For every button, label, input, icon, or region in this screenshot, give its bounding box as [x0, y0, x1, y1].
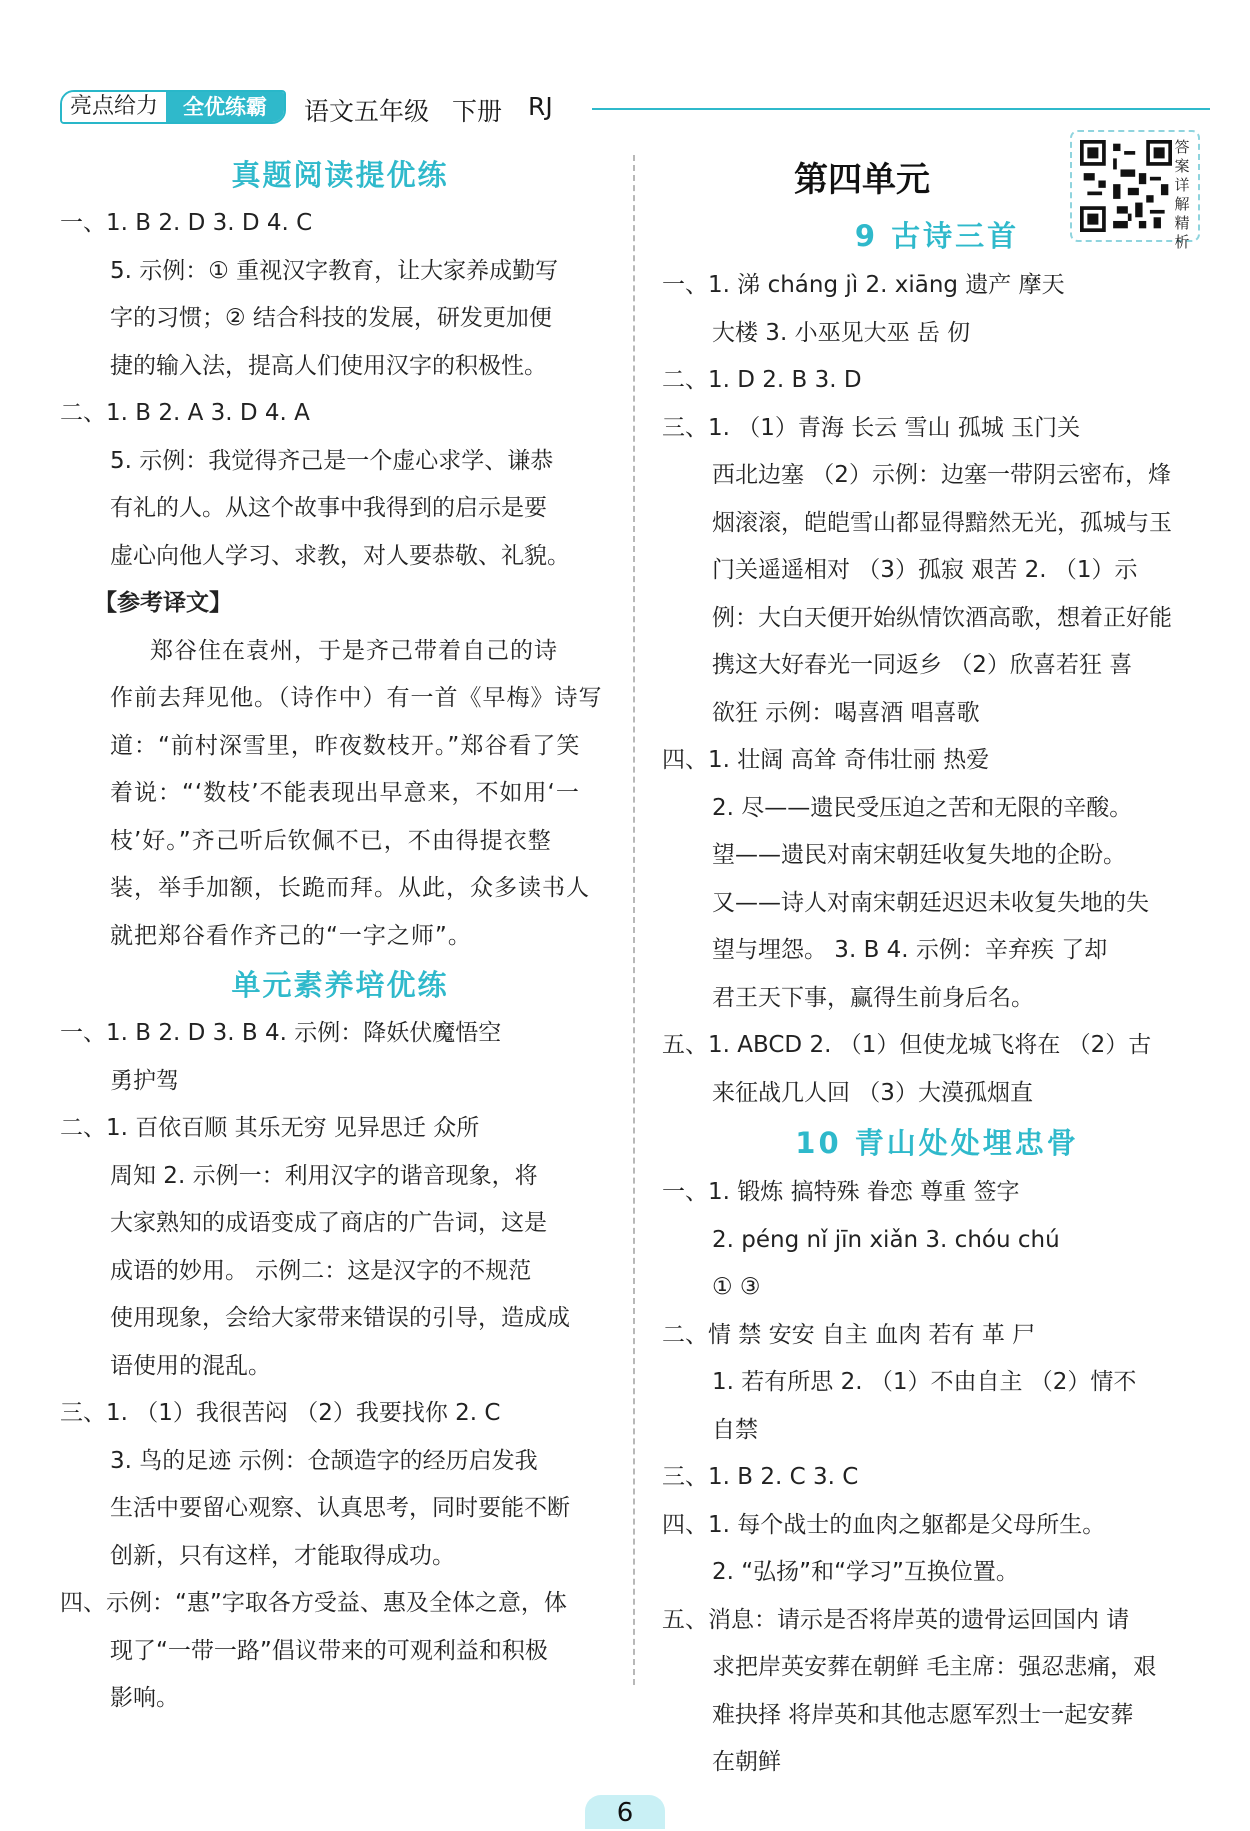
answer-line: 1. 若有所思 2. （1）不由自主 （2）情不: [712, 1369, 1137, 1395]
answer-line: 创新，只有这样，才能取得成功。: [110, 1542, 455, 1569]
answer-line: 五、1. ABCD 2. （1）但使龙城飞将在 （2）古: [662, 1032, 1152, 1058]
answer-line: 三、1. （1）我很苦闷 （2）我要找你 2. C: [60, 1400, 501, 1426]
translation-line: 装，举手加额，长跪而拜。从此，众多读书人: [110, 875, 590, 901]
answer-line: 捷的输入法，提高人们使用汉字的积极性。: [110, 352, 547, 379]
answer-line: 自禁: [712, 1416, 758, 1443]
section-title-unit: 单元素养培优练: [231, 968, 449, 1002]
answer-line: 三、1. （1）青海 长云 雪山 孤城 玉门关: [662, 414, 1081, 441]
answer-line: 烟滚滚，皑皑雪山都显得黯然无光，孤城与玉: [712, 509, 1172, 536]
answer-line: 在朝鲜: [712, 1749, 781, 1775]
translation-line: 作前去拜见他。（诗作中）有一首《早梅》诗写: [110, 685, 603, 711]
answer-line: 语使用的混乱。: [110, 1352, 271, 1379]
volume-label: 下册: [452, 97, 503, 126]
answer-line: 有礼的人。从这个故事中我得到的启示是要: [110, 495, 547, 521]
answer-line: 大家熟知的成语变成了商店的广告词，这是: [110, 1210, 547, 1236]
answer-line: 四、1. 每个战士的血肉之躯都是父母所生。: [662, 1511, 1106, 1538]
edition-label: RJ: [528, 92, 553, 121]
answer-line: 难抉择 将岸英和其他志愿军烈士一起安葬: [712, 1701, 1134, 1728]
answer-line: 三、1. B 2. C 3. C: [662, 1464, 859, 1490]
answer-line: 望——遗民对南宋朝廷收复失地的企盼。: [712, 842, 1126, 868]
translation-line: 着说：“‘数枝’不能表现出早意来，不如用‘一: [110, 780, 580, 806]
answer-line: 大楼 3. 小巫见大巫 岳 仞: [712, 319, 971, 346]
answer-line: 二、1. 百依百顺 其乐无穷 见异思迁 众所: [60, 1115, 480, 1141]
section-title-reading: 真题阅读提优练: [231, 158, 449, 192]
answer-line: 一、1. B 2. D 3. B 4. 示例：降妖伏魔悟空: [60, 1020, 502, 1046]
answer-line: 四、1. 壮阔 高耸 奇伟壮丽 热爱: [662, 747, 990, 773]
answer-line: 使用现象，会给大家带来错误的引导，造成成: [110, 1305, 570, 1331]
translation-line: 郑谷住在袁州，于是齐己带着自己的诗: [150, 637, 558, 664]
answer-line: 携这大好春光一同返乡 （2）欣喜若狂 喜: [712, 652, 1133, 678]
column-divider: [633, 155, 635, 1685]
right-column: [662, 150, 1212, 1787]
answer-line: 周知 2. 示例一：利用汉字的谐音现象，将: [110, 1162, 538, 1189]
answer-line: 2. péng nǐ jīn xiǎn 3. chóu chú: [712, 1226, 1060, 1253]
translation-line: 就把郑谷看作齐己的“一字之师”。: [110, 922, 472, 949]
unit-title: 第四单元: [794, 160, 930, 200]
brand-right: 全优练霸: [166, 92, 284, 122]
answer-line: 一、1. 锻炼 搞特殊 眷恋 尊重 签字: [662, 1179, 1020, 1205]
answer-line: 5. 示例：① 重视汉字教育，让大家养成勤写: [110, 257, 559, 284]
answer-line: 望与埋怨。 3. B 4. 示例：辛弃疾 了却: [712, 937, 1108, 963]
translation-line: 枝’好。”齐己听后钦佩不已，不由得提衣整: [110, 827, 552, 854]
page-number: 6: [585, 1795, 665, 1829]
answer-line: 5. 示例：我觉得齐己是一个虚心求学、谦恭: [110, 447, 554, 474]
answer-line: 又——诗人对南宋朝廷迟迟未收复失地的失: [712, 889, 1149, 916]
answer-line: 2. 尽——遗民受压迫之苦和无限的辛酸。: [712, 794, 1133, 821]
answer-line: 字的习惯；② 结合科技的发展，研发更加便: [110, 305, 552, 331]
answer-line: 例：大白天便开始纵情饮酒高歌，想着正好能: [712, 604, 1172, 631]
page-header: [60, 86, 1210, 130]
answer-line: 现了“一带一路”倡议带来的可观利益和积极: [110, 1637, 548, 1664]
answer-line: 西北边塞 （2）示例：边塞一带阴云密布，烽: [712, 462, 1171, 488]
answer-line: 门关遥遥相对 （3）孤寂 艰苦 2. （1）示: [712, 557, 1138, 583]
header-rule: [592, 108, 1210, 110]
translation-line: 道：“前村深雪里，昨夜数枝开。”郑谷看了笑: [110, 732, 581, 759]
answer-line: 一、1. B 2. D 3. D 4. C: [60, 210, 313, 236]
answer-line: 2. “弘扬”和“学习”互换位置。: [712, 1559, 1019, 1585]
answer-line: 生活中要留心观察、认真思考，同时要能不断: [110, 1495, 570, 1521]
lesson-title-9: 9 古诗三首: [854, 219, 1020, 253]
answer-line: 四、示例：“惠”字取各方受益、惠及全体之意，体: [60, 1590, 567, 1616]
answer-line: 二、情 禁 安安 自主 血肉 若有 革 尸: [662, 1321, 1036, 1348]
qr-label: 答案详解精析: [1174, 138, 1190, 251]
lesson-title-10: 10 青山处处埋忠骨: [795, 1126, 1079, 1160]
brand-left: 亮点给力: [62, 92, 166, 122]
answer-line: ① ③: [712, 1274, 761, 1300]
answer-line: 一、1. 涕 cháng jì 2. xiāng 遗产 摩天: [662, 272, 1065, 298]
subject-label: 语文五年级: [304, 97, 430, 126]
answer-line: 3. 鸟的足迹 示例：仓颉造字的经历启发我: [110, 1447, 538, 1474]
answer-line: 勇护驾: [110, 1067, 179, 1094]
answer-line: 影响。: [110, 1685, 179, 1711]
answer-line: 来征战几人回 （3）大漠孤烟直: [712, 1079, 1033, 1106]
answer-line: 成语的妙用。 示例二：这是汉字的不规范: [110, 1257, 532, 1284]
answer-line: 二、1. D 2. B 3. D: [662, 367, 862, 393]
answer-line: 君王天下事，赢得生前身后名。: [712, 984, 1034, 1011]
answer-line: 虚心向他人学习、求教，对人要恭敬、礼貌。: [110, 542, 570, 569]
reference-translation-title: 【参考译文】: [94, 590, 232, 616]
answer-line: 欲狂 示例：喝喜酒 唱喜歌: [712, 699, 980, 726]
answer-line: 求把岸英安葬在朝鲜 毛主席：强忍悲痛，艰: [712, 1654, 1157, 1680]
answer-line: 五、消息：请示是否将岸英的遗骨运回国内 请: [662, 1606, 1130, 1633]
brand-logo: [60, 90, 286, 124]
answer-line: 二、1. B 2. A 3. D 4. A: [60, 400, 310, 426]
left-column: [60, 150, 620, 1723]
